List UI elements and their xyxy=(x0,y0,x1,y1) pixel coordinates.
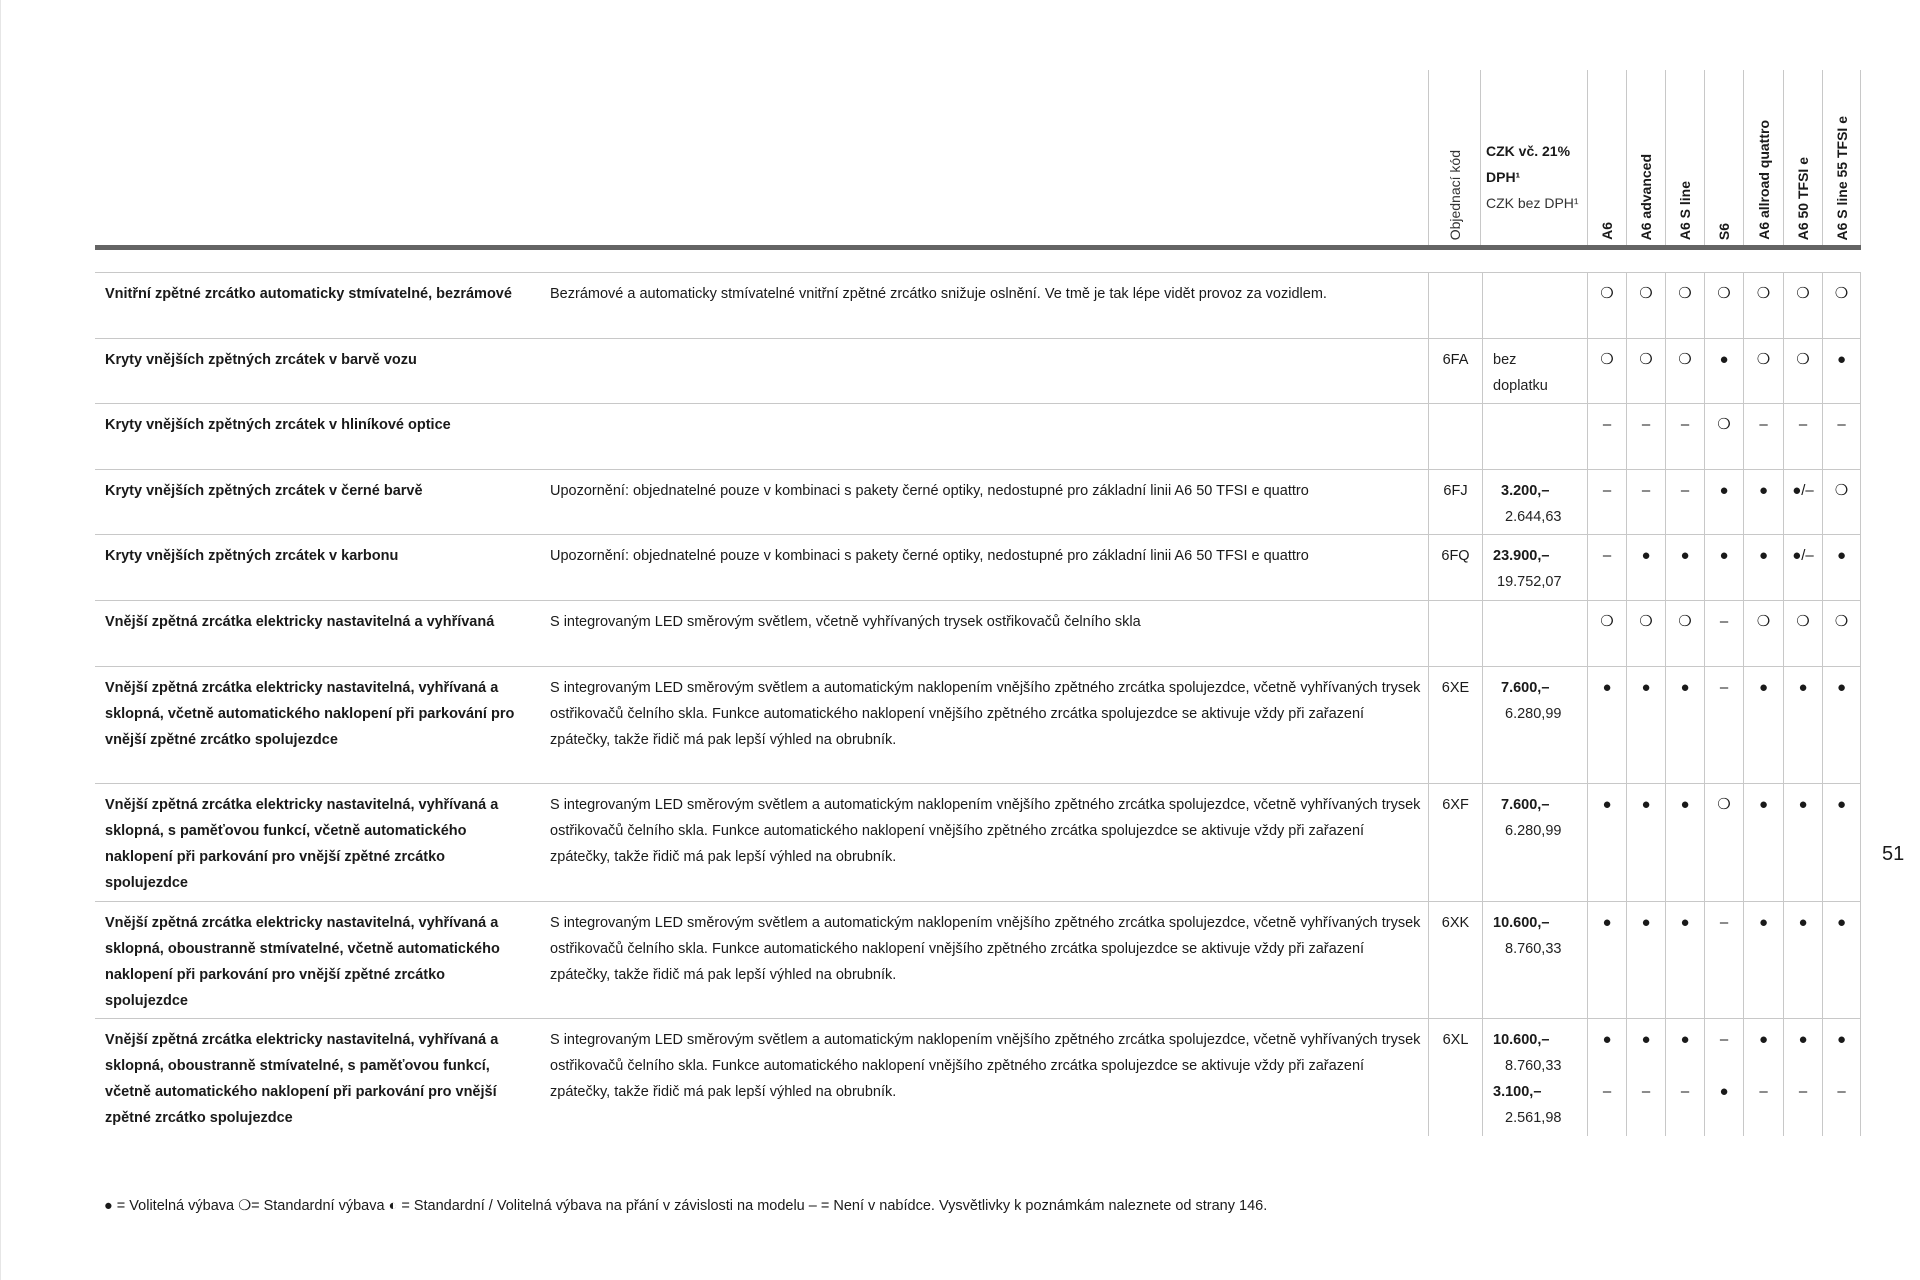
availability-cell xyxy=(1783,339,1822,403)
row-description: S integrovaným LED směrovým světlem a automatickým naklopením vnějšího zpětného zrcátka spolujezdce, včetně vyhřívaných trysek ostřikovačů čelního skla. Funkce automatického naklopení vnějšího zpětného zrcátka spolujezdce se aktivuje vždy při zařazení zpátečky, takže řidič má pak lepší výhled na obrubník. xyxy=(550,680,1421,748)
availability-mark: ❍ xyxy=(1639,613,1653,630)
row-code: 6FJ xyxy=(1428,470,1482,534)
availability-mark: ❍ xyxy=(1834,613,1849,630)
availability-mark: ❍ xyxy=(1600,351,1614,368)
availability-mark: ●/– xyxy=(1792,482,1814,499)
price-with-vat: 10.600,– xyxy=(1493,1032,1550,1048)
availability-mark: ❍ xyxy=(1639,285,1653,302)
row-name: Vnější zpětná zrcátka elektricky nastavitelná a vyhřívaná xyxy=(105,614,495,630)
availability-cell xyxy=(1822,902,1861,1018)
row-description xyxy=(540,404,1432,469)
availability-cell xyxy=(1665,784,1704,901)
availability-cell xyxy=(1704,339,1743,403)
row-name: Vnější zpětná zrcátka elektricky nastavitelná, vyhřívaná a sklopná, oboustranně stmívatelné, s paměťovou funkcí, včetně automatického naklopení při parkování pro vnější zpětné zrcátko spolujezdce xyxy=(105,1032,499,1126)
availability-cell xyxy=(1704,902,1743,1018)
availability-mark: ● xyxy=(1641,796,1651,813)
availability-cell xyxy=(1626,902,1665,1018)
availability-mark: – xyxy=(1602,547,1612,564)
availability-mark: ● xyxy=(1641,547,1651,564)
availability-cell xyxy=(1665,902,1704,1018)
header-model-2 xyxy=(1665,70,1704,248)
availability-mark: ●/– xyxy=(1792,547,1814,564)
row-name: Vnější zpětná zrcátka elektricky nastavitelná, vyhřívaná a sklopná, včetně automatického naklopení při parkování pro vnější zpětné zrcátko spolujezdce xyxy=(105,680,515,748)
availability-cell xyxy=(1822,470,1861,534)
availability-cell xyxy=(1665,273,1704,338)
availability-cell xyxy=(1587,601,1626,666)
table-row xyxy=(95,339,1861,404)
availability-mark: – xyxy=(1680,416,1690,433)
availability-cell xyxy=(1743,339,1783,403)
availability-mark: ● xyxy=(1836,351,1847,368)
price-with-vat: 7.600,– xyxy=(1501,680,1550,696)
header-model-4 xyxy=(1743,70,1783,248)
row-name: Kryty vnějších zpětných zrcátek v barvě vozu xyxy=(105,352,417,368)
row-price xyxy=(1482,601,1588,666)
availability-cell xyxy=(1743,535,1783,600)
row-price xyxy=(1482,273,1588,338)
row-description: S integrovaným LED směrovým světlem a automatickým naklopením vnějšího zpětného zrcátka spolujezdce, včetně vyhřívaných trysek ostřikovačů čelního skla. Funkce automatického naklopení vnějšího zpětného zrcátka spolujezdce se aktivuje vždy při zařazení zpátečky, takže řidič má pak lepší výhled na obrubník. xyxy=(550,915,1421,983)
availability-cell xyxy=(1665,601,1704,666)
availability-cell xyxy=(1704,470,1743,534)
availability-mark: ● xyxy=(1758,796,1769,813)
availability-mark: – xyxy=(1602,482,1612,499)
row-code xyxy=(1428,404,1482,469)
availability-cell xyxy=(1743,1019,1783,1136)
availability-mark: ● xyxy=(1602,1031,1612,1048)
price-without-vat: 19.752,07 xyxy=(1497,574,1562,590)
table-row xyxy=(95,902,1861,1019)
availability-cell xyxy=(1783,404,1822,469)
header-model-6 xyxy=(1822,70,1861,248)
price-with-vat: 7.600,– xyxy=(1501,797,1550,813)
availability-mark: ❍ xyxy=(1600,613,1614,630)
availability-cell xyxy=(1783,535,1822,600)
availability-mark: ● xyxy=(1758,1031,1769,1048)
availability-mark-2: – xyxy=(1680,1083,1690,1100)
availability-cell xyxy=(1743,470,1783,534)
availability-cell xyxy=(1704,273,1743,338)
availability-mark: ● xyxy=(1602,914,1612,931)
availability-cell xyxy=(1704,1019,1743,1136)
header-model-3 xyxy=(1704,70,1743,248)
availability-mark: ❍ xyxy=(1834,482,1849,499)
header-order-code xyxy=(1428,70,1480,248)
availability-cell xyxy=(1665,1019,1704,1136)
row-description: Bezrámové a automaticky stmívatelné vnitřní zpětné zrcátko snižuje oslnění. Ve tmě je tak lépe vidět provoz za vozidlem. xyxy=(550,286,1327,302)
availability-cell xyxy=(1743,273,1783,338)
header-model-0 xyxy=(1587,70,1626,248)
availability-mark: ● xyxy=(1680,547,1690,564)
availability-cell xyxy=(1626,404,1665,469)
price-without-vat: bez doplatku xyxy=(1493,352,1548,394)
availability-cell xyxy=(1822,667,1861,783)
header-model-label: A6 xyxy=(1599,222,1615,240)
header-model-5 xyxy=(1783,70,1822,248)
availability-mark: ● xyxy=(1641,914,1651,931)
availability-mark: ● xyxy=(1602,796,1612,813)
availability-mark: ● xyxy=(1641,679,1651,696)
availability-mark: ● xyxy=(1758,679,1769,696)
row-price xyxy=(1482,1019,1588,1136)
availability-mark: ❍ xyxy=(1717,416,1731,433)
row-code: 6XL xyxy=(1428,1019,1482,1136)
availability-cell xyxy=(1822,784,1861,901)
availability-mark: ❍ xyxy=(1756,351,1771,368)
price-with-vat-2: 3.100,– xyxy=(1493,1084,1542,1100)
availability-mark: ❍ xyxy=(1678,351,1692,368)
availability-mark-2: – xyxy=(1837,1083,1846,1100)
availability-cell xyxy=(1704,667,1743,783)
availability-cell xyxy=(1783,784,1822,901)
availability-mark: ❍ xyxy=(1796,613,1810,630)
availability-mark: ❍ xyxy=(1717,285,1731,302)
availability-mark: – xyxy=(1719,679,1729,696)
price-with-vat: 10.600,– xyxy=(1493,915,1550,931)
availability-cell xyxy=(1783,667,1822,783)
row-price xyxy=(1482,535,1588,600)
availability-mark-2: – xyxy=(1641,1083,1651,1100)
availability-mark: ● xyxy=(1836,796,1847,813)
row-price xyxy=(1482,339,1588,403)
row-price xyxy=(1482,784,1588,901)
availability-cell xyxy=(1665,535,1704,600)
availability-cell xyxy=(1626,273,1665,338)
availability-cell xyxy=(1665,667,1704,783)
row-name: Kryty vnějších zpětných zrcátek v karbonu xyxy=(105,548,399,564)
row-name: Vnitřní zpětné zrcátko automaticky stmívatelné, bezrámové xyxy=(105,286,512,302)
availability-cell xyxy=(1704,404,1743,469)
availability-cell xyxy=(1783,1019,1822,1136)
availability-mark: ❍ xyxy=(1600,285,1614,302)
row-description: S integrovaným LED směrovým světlem a automatickým naklopením vnějšího zpětného zrcátka spolujezdce, včetně vyhřívaných trysek ostřikovačů čelního skla. Funkce automatického naklopení vnějšího zpětného zrcátka spolujezdce se aktivuje vždy při zařazení zpátečky, takže řidič má pak lepší výhled na obrubník. xyxy=(550,1032,1421,1100)
availability-cell xyxy=(1743,902,1783,1018)
price-without-vat: 6.280,99 xyxy=(1505,823,1562,839)
availability-cell xyxy=(1743,784,1783,901)
table-row xyxy=(95,667,1861,784)
availability-cell xyxy=(1626,470,1665,534)
availability-mark: – xyxy=(1641,482,1651,499)
availability-mark: – xyxy=(1719,1031,1729,1048)
header-model-label: S6 xyxy=(1716,222,1732,240)
price-without-vat-2: 2.561,98 xyxy=(1505,1110,1562,1126)
availability-cell xyxy=(1704,601,1743,666)
availability-cell xyxy=(1822,273,1861,338)
row-description: S integrovaným LED směrovým světlem a automatickým naklopením vnějšího zpětného zrcátka spolujezdce, včetně vyhřívaných trysek ostřikovačů čelního skla. Funkce automatického naklopení vnějšího zpětného zrcátka spolujezdce se aktivuje vždy při zařazení zpátečky, takže řidič má pak lepší výhled na obrubník. xyxy=(550,797,1421,865)
availability-mark: ❍ xyxy=(1756,613,1771,630)
page-edge xyxy=(0,0,1,1280)
price-without-vat: 8.760,33 xyxy=(1505,941,1562,957)
availability-mark: ● xyxy=(1758,914,1769,931)
availability-mark: ● xyxy=(1836,679,1847,696)
header-order-code-label: Objednací kód xyxy=(1446,149,1463,240)
availability-cell xyxy=(1704,784,1743,901)
availability-mark-2: – xyxy=(1798,1083,1808,1100)
availability-mark: ● xyxy=(1758,547,1769,564)
availability-cell xyxy=(1822,535,1861,600)
availability-mark: ❍ xyxy=(1717,796,1731,813)
row-code: 6XE xyxy=(1428,667,1482,783)
availability-cell xyxy=(1783,601,1822,666)
price-without-vat: 2.644,63 xyxy=(1505,509,1562,525)
table-row xyxy=(95,1019,1861,1136)
row-description: Upozornění: objednatelné pouze v kombinaci s pakety černé optiky, nedostupné pro základní linii A6 50 TFSI e quattro xyxy=(550,548,1309,564)
availability-mark: – xyxy=(1798,416,1808,433)
availability-mark: ● xyxy=(1641,1031,1651,1048)
availability-cell xyxy=(1822,1019,1861,1136)
availability-cell xyxy=(1783,902,1822,1018)
availability-cell xyxy=(1587,404,1626,469)
row-code xyxy=(1428,601,1482,666)
row-name: Vnější zpětná zrcátka elektricky nastavitelná, vyhřívaná a sklopná, oboustranně stmívatelné, včetně automatického naklopení při parkování pro vnější zpětné zrcátko spolujezdce xyxy=(105,915,500,1009)
page-number: 51 xyxy=(1882,843,1905,865)
header-price-with-vat: CZK vč. 21% DPH¹ xyxy=(1486,143,1571,185)
table-row xyxy=(95,601,1861,667)
availability-mark: ● xyxy=(1680,796,1690,813)
availability-cell xyxy=(1626,601,1665,666)
availability-mark-2: – xyxy=(1759,1083,1768,1100)
availability-mark: ● xyxy=(1798,1031,1808,1048)
availability-cell xyxy=(1822,339,1861,403)
availability-mark: ❍ xyxy=(1639,351,1653,368)
availability-mark: ● xyxy=(1798,679,1808,696)
price-without-vat: 6.280,99 xyxy=(1505,706,1562,722)
header-model-label: A6 S line xyxy=(1677,180,1693,240)
availability-cell xyxy=(1665,404,1704,469)
price-without-vat: 8.760,33 xyxy=(1505,1058,1562,1074)
availability-cell xyxy=(1587,273,1626,338)
row-name: Kryty vnějších zpětných zrcátek v černé barvě xyxy=(105,483,423,499)
header-model-1 xyxy=(1626,70,1665,248)
availability-cell xyxy=(1626,339,1665,403)
legend: ● = Volitelná výbava ❍= Standardní výbava ◐ = Standardní / Volitelná výbava na přání v závislosti na modelu – = Není v nabídce. Vysvětlivky k poznámkám naleznete od strany 146. xyxy=(104,1198,1268,1214)
availability-cell xyxy=(1743,601,1783,666)
table-row xyxy=(95,404,1861,470)
availability-mark: ● xyxy=(1836,1031,1847,1048)
row-description xyxy=(540,339,1432,403)
availability-mark: – xyxy=(1719,914,1729,931)
availability-cell xyxy=(1587,535,1626,600)
availability-mark: ❍ xyxy=(1678,613,1692,630)
availability-mark: ● xyxy=(1719,482,1729,499)
availability-mark: ● xyxy=(1680,679,1690,696)
availability-mark: ● xyxy=(1836,914,1847,931)
availability-cell xyxy=(1587,667,1626,783)
row-name: Kryty vnějších zpětných zrcátek v hliníkové optice xyxy=(105,417,451,433)
availability-cell xyxy=(1626,1019,1665,1136)
header-model-label: A6 50 TFSI e xyxy=(1795,156,1811,240)
availability-mark: – xyxy=(1719,613,1729,630)
availability-mark: ● xyxy=(1758,482,1769,499)
availability-cell xyxy=(1587,470,1626,534)
availability-cell xyxy=(1783,273,1822,338)
availability-mark: – xyxy=(1641,416,1651,433)
row-price xyxy=(1482,902,1588,1018)
availability-mark-2: – xyxy=(1602,1083,1612,1100)
availability-mark-2: ● xyxy=(1719,1083,1729,1100)
row-description: S integrovaným LED směrovým světlem, včetně vyhřívaných trysek ostřikovačů čelního skla xyxy=(550,614,1141,630)
header-price xyxy=(1480,70,1587,248)
row-code: 6FA xyxy=(1428,339,1482,403)
row-name: Vnější zpětná zrcátka elektricky nastavitelná, vyhřívaná a sklopná, s paměťovou funkcí, včetně automatického naklopení při parkování pro vnější zpětné zrcátko spolujezdce xyxy=(105,797,499,891)
availability-cell xyxy=(1665,470,1704,534)
row-code: 6XF xyxy=(1428,784,1482,901)
table-row xyxy=(95,273,1861,339)
availability-mark: ❍ xyxy=(1796,351,1810,368)
row-price xyxy=(1482,404,1588,469)
price-with-vat: 3.200,– xyxy=(1501,483,1550,499)
price-with-vat: 23.900,– xyxy=(1493,548,1550,564)
availability-mark: ● xyxy=(1680,914,1690,931)
availability-mark: ● xyxy=(1602,679,1612,696)
header-model-label: A6 S line 55 TFSI e xyxy=(1833,115,1850,240)
availability-mark: ● xyxy=(1798,796,1808,813)
table-row xyxy=(95,784,1861,902)
availability-mark: ● xyxy=(1680,1031,1690,1048)
availability-mark: ● xyxy=(1719,547,1729,564)
availability-cell xyxy=(1743,667,1783,783)
availability-cell xyxy=(1822,404,1861,469)
row-price xyxy=(1482,470,1588,534)
row-price xyxy=(1482,667,1588,783)
availability-cell xyxy=(1822,601,1861,666)
availability-mark: ● xyxy=(1836,547,1847,564)
availability-cell xyxy=(1783,470,1822,534)
availability-mark: ❍ xyxy=(1756,285,1771,302)
availability-mark: – xyxy=(1602,416,1612,433)
availability-mark: – xyxy=(1680,482,1690,499)
header-price-without-vat: CZK bez DPH¹ xyxy=(1486,195,1579,211)
availability-mark: – xyxy=(1759,416,1768,433)
availability-cell xyxy=(1587,902,1626,1018)
row-description: Upozornění: objednatelné pouze v kombinaci s pakety černé optiky, nedostupné pro základní linii A6 50 TFSI e quattro xyxy=(550,483,1309,499)
availability-cell xyxy=(1587,1019,1626,1136)
availability-cell xyxy=(1587,339,1626,403)
table-row xyxy=(95,535,1861,601)
row-code xyxy=(1428,273,1482,338)
availability-mark: ❍ xyxy=(1796,285,1810,302)
header-divider xyxy=(95,245,1861,250)
availability-cell xyxy=(1587,784,1626,901)
availability-mark: – xyxy=(1837,416,1846,433)
availability-cell xyxy=(1665,339,1704,403)
row-code: 6FQ xyxy=(1428,535,1482,600)
availability-mark: ● xyxy=(1719,351,1729,368)
availability-mark: ❍ xyxy=(1678,285,1692,302)
availability-mark: ❍ xyxy=(1834,285,1849,302)
row-code: 6XK xyxy=(1428,902,1482,1018)
header-model-label: A6 allroad quattro xyxy=(1755,120,1772,240)
header-model-label: A6 advanced xyxy=(1638,153,1654,240)
table-row xyxy=(95,470,1861,535)
availability-cell xyxy=(1743,404,1783,469)
availability-cell xyxy=(1704,535,1743,600)
availability-mark: ● xyxy=(1798,914,1808,931)
availability-cell xyxy=(1626,667,1665,783)
availability-cell xyxy=(1626,535,1665,600)
availability-cell xyxy=(1626,784,1665,901)
